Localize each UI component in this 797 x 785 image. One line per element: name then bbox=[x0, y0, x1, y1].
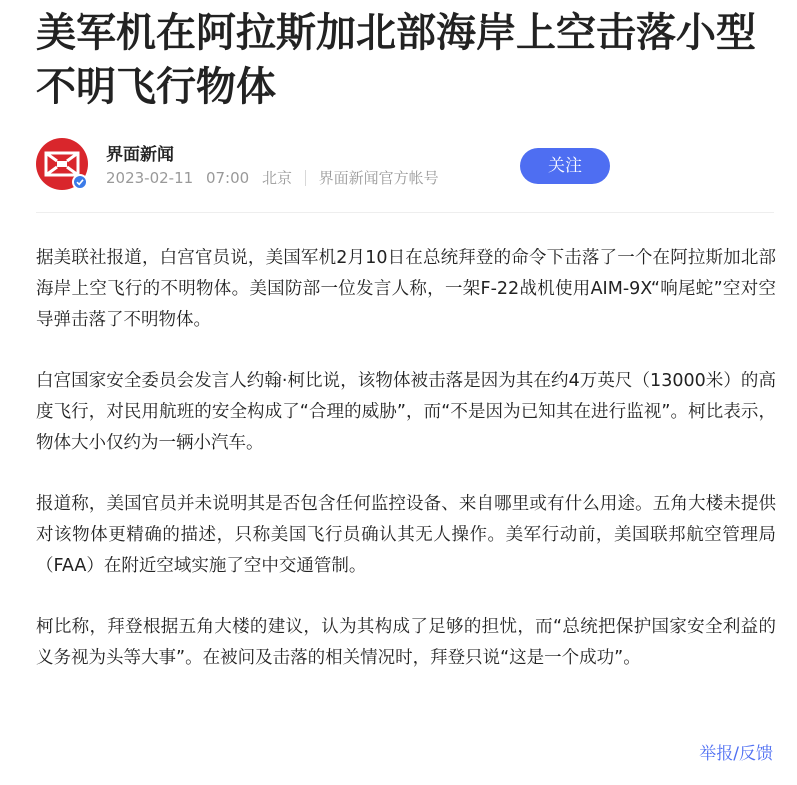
paragraph: 据美联社报道，白宫官员说，美国军机2月10日在总统拜登的命令下击落了一个在阿拉斯加北部海岸上空飞行的不明物体。美国防部一位发言人称，一架F-22战机使用AIM-9X“响尾蛇”空对空导弹击落了不明物体。 bbox=[36, 248, 776, 330]
author-name[interactable]: 界面新闻 bbox=[106, 145, 174, 165]
verified-icon bbox=[72, 174, 88, 190]
article-body bbox=[36, 243, 776, 704]
article-title: 美军机在阿拉斯加北部海岸上空击落小型不明飞行物体 bbox=[36, 10, 756, 110]
author-row bbox=[36, 138, 774, 194]
publish-time: 07:00 bbox=[205, 169, 250, 187]
author-avatar[interactable] bbox=[36, 138, 88, 190]
publish-location: 北京 bbox=[261, 169, 292, 187]
header-divider bbox=[36, 212, 774, 213]
account-type: 界面新闻官方帐号 bbox=[318, 169, 439, 187]
meta-divider bbox=[305, 170, 306, 186]
report-feedback-link[interactable]: 举报/反馈 bbox=[699, 744, 773, 764]
follow-button[interactable]: 关注 bbox=[520, 148, 610, 184]
paragraph: 柯比称，拜登根据五角大楼的建议，认为其构成了足够的担忧，而“总统把保护国家安全利益的义务视为头等大事”。在被问及击落的相关情况时，拜登只说“这是一个成功”。 bbox=[36, 617, 776, 668]
paragraph: 报道称，美国官员并未说明其是否包含任何监控设备、来自哪里或有什么用途。五角大楼未提供对该物体更精确的描述，只称美国飞行员确认其无人操作。美军行动前，美国联邦航空管理局（FAA）在附近空域实施了空中交通管制。 bbox=[36, 494, 776, 576]
article-meta bbox=[106, 167, 439, 189]
publish-date: 2023-02-11 bbox=[106, 169, 194, 187]
paragraph: 白宫国家安全委员会发言人约翰·柯比说，该物体被击落是因为其在约4万英尺（13000米）的高度飞行，对民用航班的安全构成了“合理的威胁”，而“不是因为已知其在进行监视”。柯比表示，物体大小仅约为一辆小汽车。 bbox=[36, 371, 776, 453]
